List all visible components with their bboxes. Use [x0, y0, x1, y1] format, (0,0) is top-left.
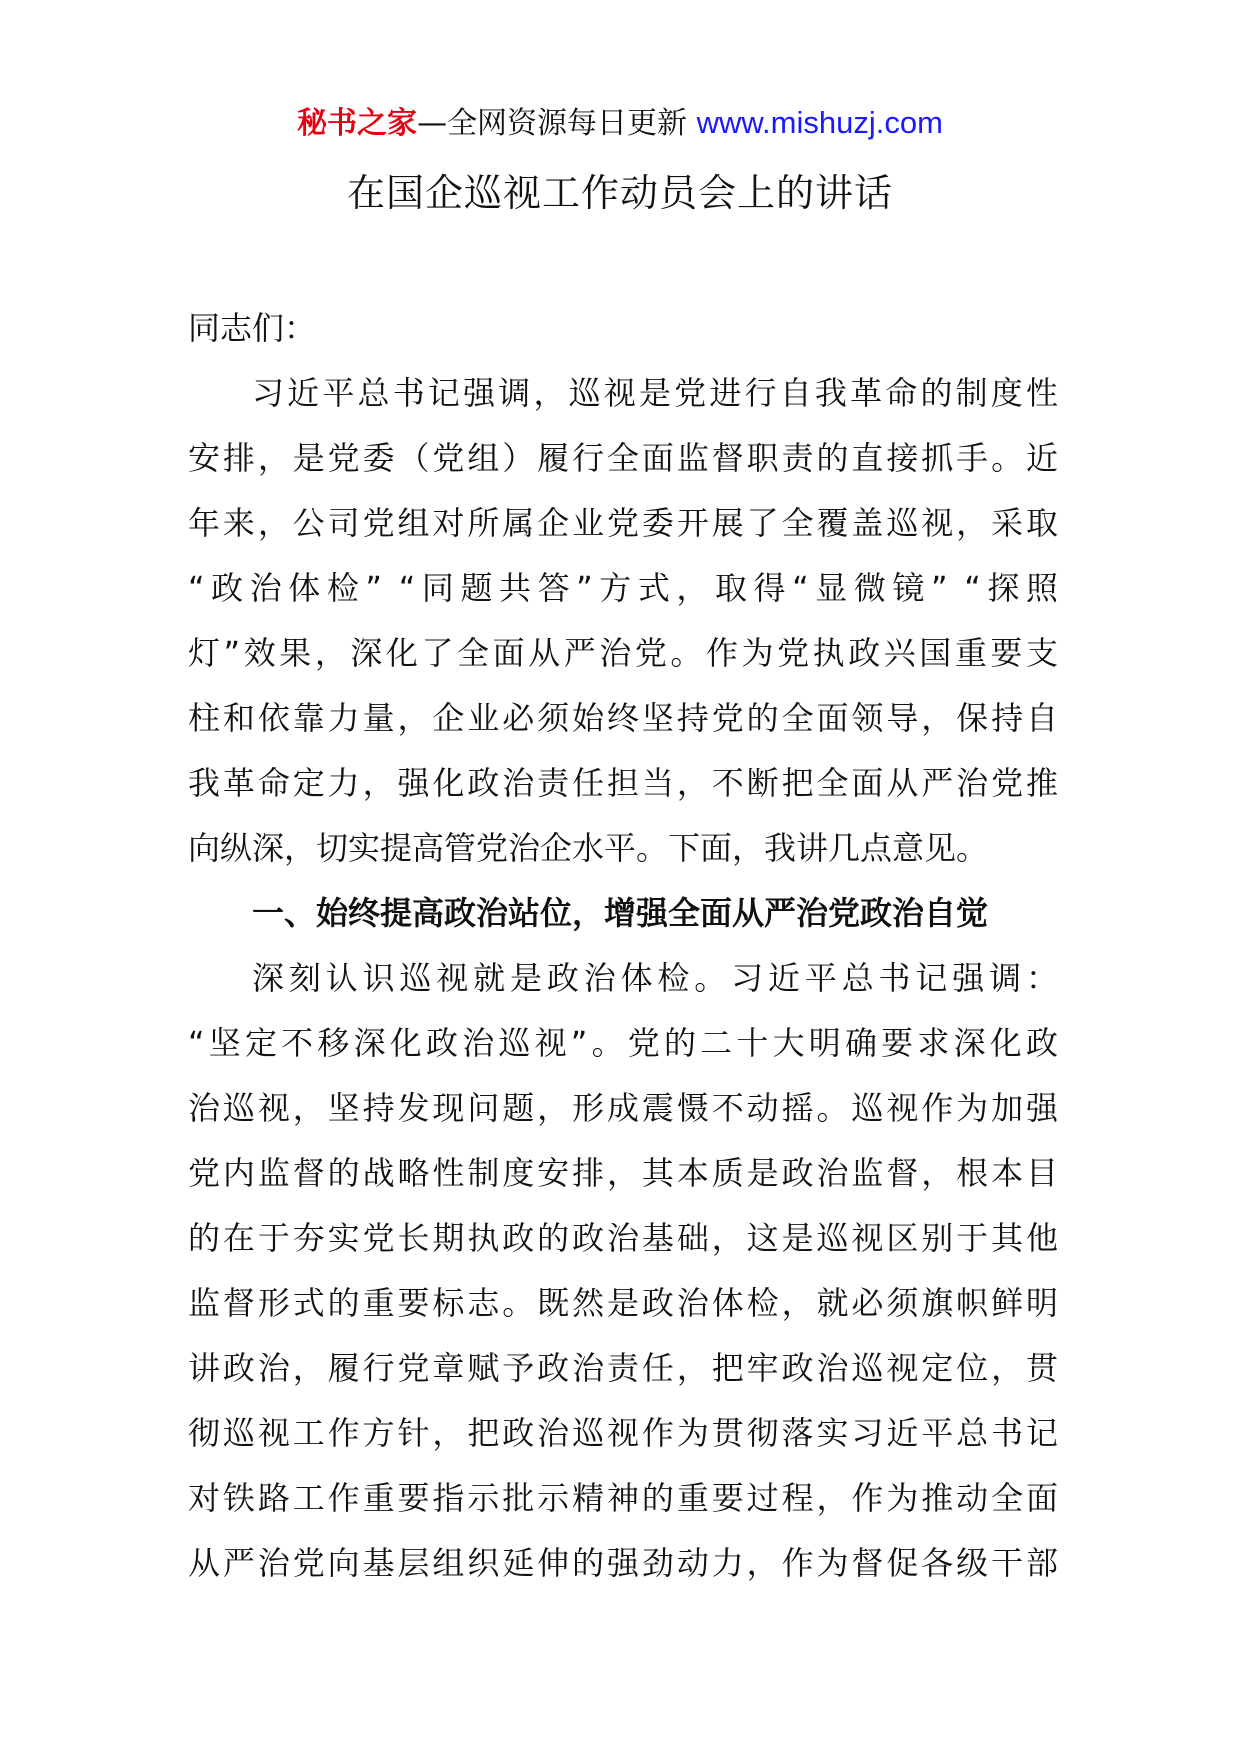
body-line: 从严治党向基层组织延伸的强劲动力，作为督促各级干部 — [188, 1544, 1058, 1582]
section-heading: 一、始终提高政治站位，增强全面从严治党政治自觉 — [252, 894, 989, 932]
body-line: 柱和依靠力量，企业必须始终坚持党的全面领导，保持自 — [188, 699, 1058, 737]
body-line: “坚定不移深化政治巡视”。党的二十大明确要求深化政 — [188, 1024, 1058, 1062]
body-line: 灯”效果，深化了全面从严治党。作为党执政兴国重要支 — [188, 634, 1058, 672]
site-url[interactable]: www.mishuzj.com — [696, 105, 943, 140]
body-line: 安排，是党委（党组）履行全面监督职责的直接抓手。近 — [188, 439, 1058, 477]
body-line: 深刻认识巡视就是政治体检。习近平总书记强调： — [252, 959, 1058, 997]
document-body — [188, 296, 1058, 1596]
salutation: 同志们： — [188, 309, 317, 347]
body-line: “政治体检” “同题共答”方式，取得“显微镜” “探照 — [188, 569, 1058, 607]
body-line: 讲政治，履行党章赋予政治责任，把牢政治巡视定位，贯 — [188, 1349, 1058, 1387]
body-line: 年来，公司党组对所属企业党委开展了全覆盖巡视，采取 — [188, 504, 1058, 542]
body-line: 治巡视，坚持发现问题，形成震慑不动摇。巡视作为加强 — [188, 1089, 1058, 1127]
banner-slogan: —全网资源每日更新 — [417, 106, 697, 141]
body-line: 彻巡视工作方针，把政治巡视作为贯彻落实习近平总书记 — [188, 1414, 1058, 1452]
brand-name: 秘书之家 — [297, 106, 418, 141]
body-line: 向纵深，切实提高管党治企水平。下面，我讲几点意见。 — [188, 829, 989, 867]
body-line: 对铁路工作重要指示批示精神的重要过程，作为推动全面 — [188, 1479, 1058, 1517]
document-title: 在国企巡视工作动员会上的讲话 — [346, 171, 893, 215]
body-line: 监督形式的重要标志。既然是政治体检，就必须旗帜鲜明 — [188, 1284, 1058, 1322]
site-banner — [0, 100, 1240, 147]
body-line: 党内监督的战略性制度安排，其本质是政治监督，根本目 — [188, 1154, 1058, 1192]
body-line: 的在于夯实党长期执政的政治基础，这是巡视区别于其他 — [188, 1219, 1058, 1257]
body-line: 我革命定力，强化政治责任担当，不断把全面从严治党推 — [188, 764, 1058, 802]
body-line: 习近平总书记强调，巡视是党进行自我革命的制度性 — [252, 374, 1058, 412]
